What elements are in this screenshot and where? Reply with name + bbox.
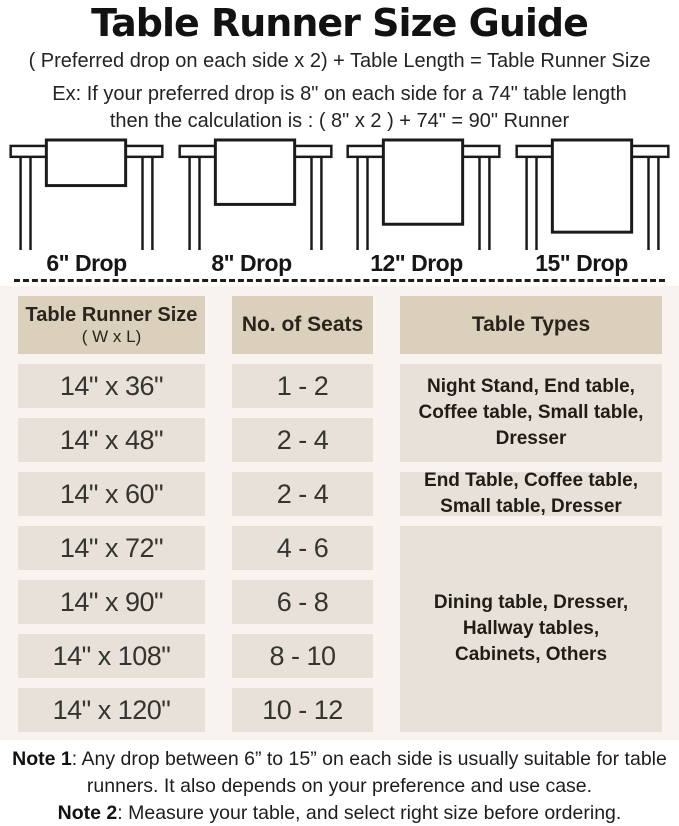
dashed-divider (14, 279, 665, 282)
table-leg-icon (527, 156, 537, 250)
guide-header (0, 2, 679, 135)
note-1 (8, 746, 671, 800)
table-types-cell-end-tables: End Table, Coffee table, Small table, Dresser (400, 472, 662, 516)
note-1-label: Note 1 (12, 748, 72, 770)
table-leg-icon (480, 156, 490, 250)
size-cell: 14" x 90" (18, 580, 205, 624)
example-line-1: Ex: If your preferred drop is 8" on each side for a 74" table length (52, 83, 627, 105)
table-runner-illustration-8in (173, 138, 338, 250)
size-cell: 14" x 108" (18, 634, 205, 678)
table-leg-icon (189, 156, 199, 250)
header-wxl-label: ( W x L) (81, 326, 142, 346)
table-leg-icon (21, 156, 31, 250)
header-runner-size-label: Table Runner Size (25, 303, 198, 326)
seats-cell: 2 - 4 (232, 472, 373, 516)
runner-drape-icon (215, 140, 294, 204)
example-line-2: then the calculation is : ( 8" x 2 ) + 74" = 90" Runner (109, 110, 570, 132)
table-leg-icon (358, 156, 368, 250)
table-runner-illustration-12in (341, 138, 506, 250)
notes-section (0, 746, 679, 826)
size-cell: 14" x 60" (18, 472, 205, 516)
table-types-cell-dining-tables: Dining table, Dresser, Hallway tables, Cabinets, Others (400, 526, 662, 732)
table-leg-icon (648, 156, 658, 250)
size-cell: 14" x 120" (18, 688, 205, 732)
drop-label-8in: 8" Drop (211, 250, 292, 276)
seats-cell: 6 - 8 (232, 580, 373, 624)
table-runner-illustration-15in (510, 138, 675, 250)
note-2-label: Note 2 (57, 802, 118, 824)
table-leg-icon (311, 156, 321, 250)
page-title: Table Runner Size Guide (91, 1, 588, 45)
seats-cell: 2 - 4 (232, 418, 373, 462)
runner-drape-icon (552, 140, 631, 232)
drop-illustrations (0, 138, 679, 250)
formula-text: ( Preferred drop on each side x 2) + Table Length = Table Runner Size (28, 50, 651, 72)
drop-label-6in: 6" Drop (46, 250, 127, 276)
seats-cell: 4 - 6 (232, 526, 373, 570)
seats-cell: 1 - 2 (232, 364, 373, 408)
table-runner-illustration-6in (4, 138, 169, 250)
size-cell: 14" x 48" (18, 418, 205, 462)
drop-labels-row (0, 250, 679, 277)
seats-cell: 10 - 12 (232, 688, 373, 732)
note-2 (8, 800, 671, 826)
size-table (0, 286, 679, 740)
note-1-text: : Any drop between 6” to 15” on each side is usually suitable for table runners. It also depends on your preference and use case. (71, 748, 667, 797)
seats-cell: 8 - 10 (232, 634, 373, 678)
header-cell-runner-size (18, 296, 205, 354)
header-cell-table-types: Table Types (400, 296, 662, 354)
table-types-cell-small-tables: Night Stand, End table, Coffee table, Small table, Dresser (400, 364, 662, 462)
header-cell-seats: No. of Seats (232, 296, 373, 354)
runner-drape-icon (46, 140, 125, 186)
size-cell: 14" x 72" (18, 526, 205, 570)
runner-drape-icon (384, 140, 463, 224)
table-leg-icon (143, 156, 153, 250)
drop-label-15in: 15" Drop (535, 250, 628, 276)
note-2-text: : Measure your table, and select right size before ordering. (117, 802, 622, 824)
size-cell: 14" x 36" (18, 364, 205, 408)
drop-label-12in: 12" Drop (370, 250, 463, 276)
